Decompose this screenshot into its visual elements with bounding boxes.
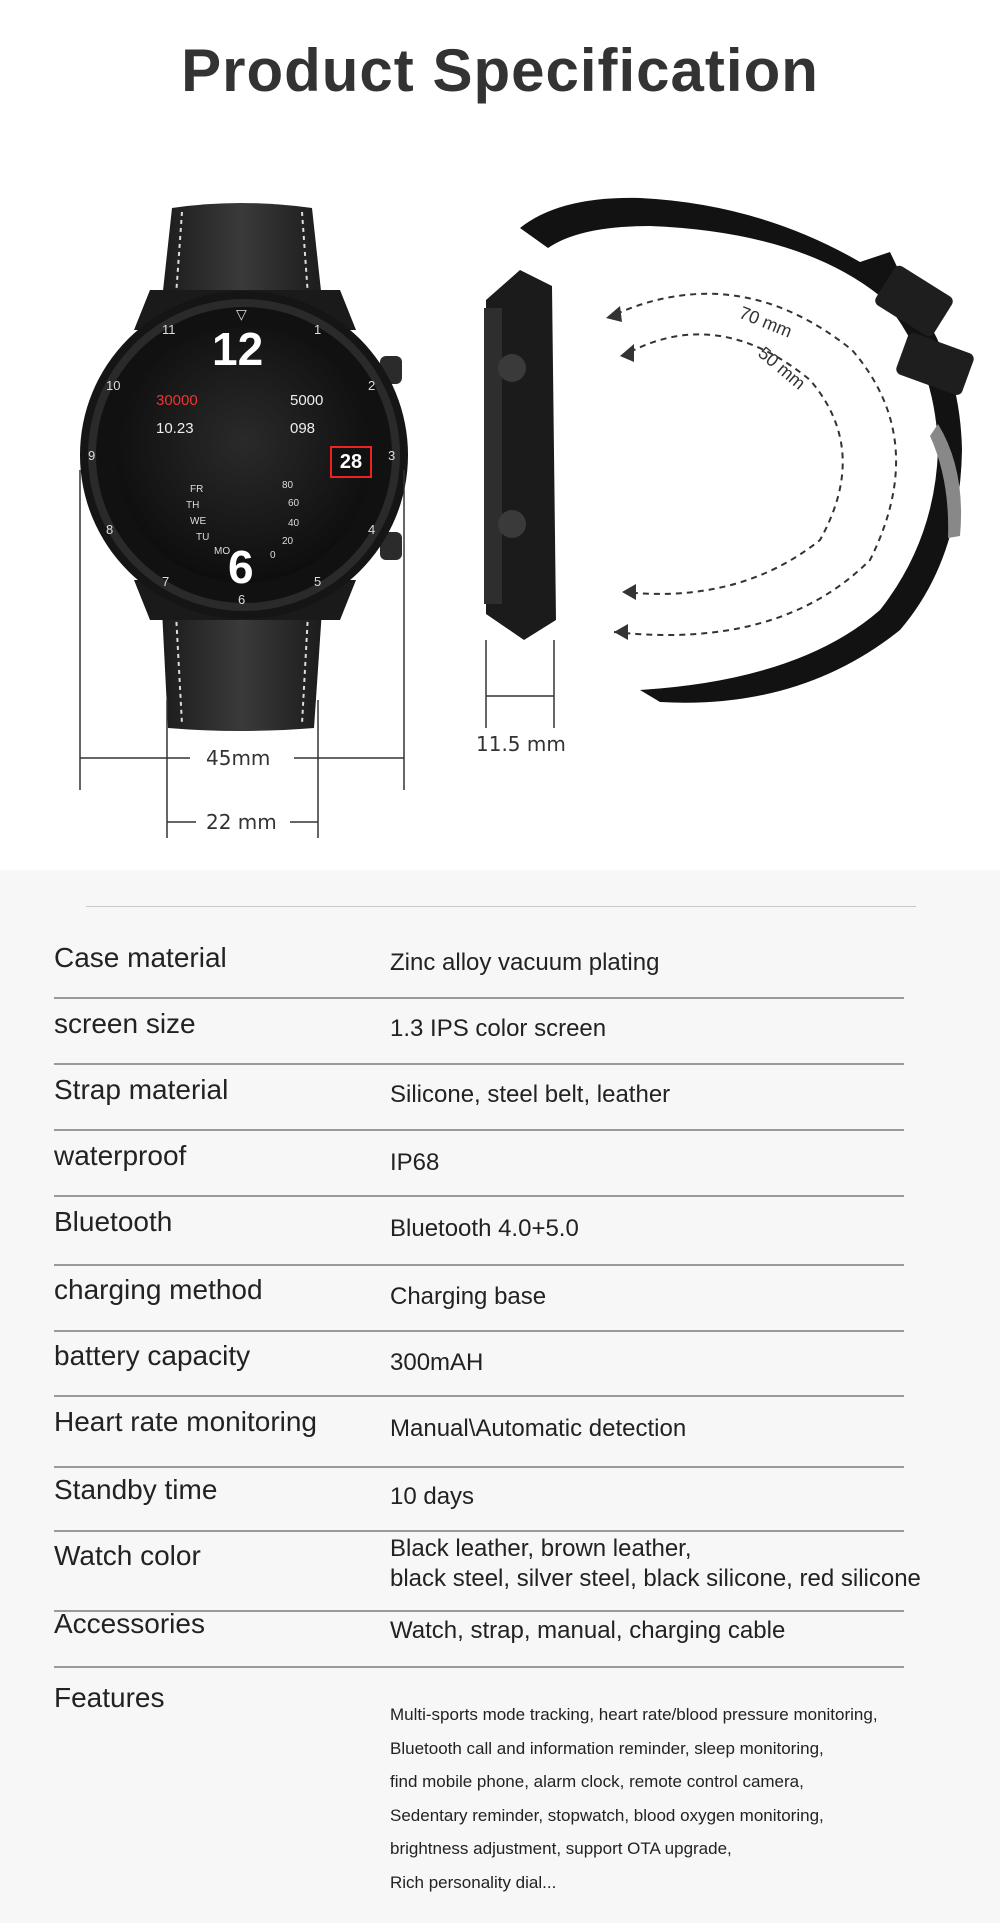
bezel-number-1: 1 (314, 322, 322, 337)
spec-label: charging method (54, 1274, 263, 1305)
spec-value: Charging base (390, 1283, 547, 1310)
step-count: 30000 (156, 392, 198, 409)
date-window: 28 (330, 446, 372, 478)
row-divider (54, 1466, 904, 1468)
spec-row-bluetooth (54, 1206, 904, 1268)
row-divider (54, 1530, 904, 1532)
spec-value: 1.3 IPS color screen (390, 1015, 607, 1042)
top-strap (162, 203, 322, 300)
spec-label: Case material (54, 942, 227, 973)
row-divider (54, 1330, 904, 1332)
bezel-number-9: 9 (88, 448, 96, 463)
spec-label: Heart rate monitoring (54, 1406, 318, 1437)
spec-label: Standby time (54, 1474, 218, 1505)
weekday-tu: TU (196, 532, 210, 543)
spec-row-battery-capacity (54, 1340, 904, 1402)
weekday-fr: FR (190, 484, 204, 495)
weekday-we: WE (190, 516, 207, 527)
feature-line: Rich personality dial... (390, 1872, 557, 1892)
spec-row-heart-rate (54, 1406, 904, 1472)
spec-label: Features (54, 1682, 165, 1713)
product-figure (0, 150, 1000, 850)
bezel-marker-12: ▽ (236, 306, 247, 322)
heart-rate-value: 098 (290, 420, 316, 437)
weekday-th: TH (186, 500, 200, 511)
spec-value: Zinc alloy vacuum plating (390, 949, 660, 976)
arc-50mm (624, 334, 843, 594)
spec-value-line-2: black steel, silver steel, black silicone, red silicone (390, 1565, 921, 1592)
features-list (390, 1698, 878, 1899)
spec-label: screen size (54, 1008, 196, 1039)
spec-label: Accessories (54, 1608, 205, 1639)
strap-width-label: 22 mm (200, 810, 283, 834)
spec-label: Bluetooth (54, 1206, 173, 1237)
row-divider (54, 1395, 904, 1397)
case-width-label: 45mm (200, 746, 276, 770)
bezel-number-7: 7 (162, 574, 170, 589)
spec-value: Watch, strap, manual, charging cable (390, 1617, 786, 1644)
spec-row-charging-method (54, 1274, 904, 1336)
calorie-value: 5000 (290, 392, 324, 409)
bezel-number-6: 6 (238, 592, 246, 607)
feature-line: brightness adjustment, support OTA upgrade, (390, 1839, 732, 1858)
spec-table (0, 870, 1000, 1923)
wrist-outer-label: 70 mm (736, 302, 795, 342)
hour-12-numeral: 12 (212, 323, 264, 375)
side-crown-top (498, 354, 526, 382)
wrist-inner-label: 50 mm (754, 342, 810, 394)
bezel-number-5: 5 (314, 574, 322, 589)
spec-value: Bluetooth 4.0+5.0 (390, 1215, 579, 1242)
spec-label: battery capacity (54, 1340, 251, 1371)
row-divider (54, 1195, 904, 1197)
spec-row-screen-size (54, 1008, 904, 1070)
spec-label: Strap material (54, 1074, 229, 1105)
bezel-number-4: 4 (368, 522, 376, 537)
bezel-number-10: 10 (106, 378, 121, 393)
spec-value: IP68 (390, 1149, 440, 1176)
hour-6-numeral: 6 (228, 541, 254, 593)
spec-value: Manual\Automatic detection (390, 1415, 687, 1442)
spec-value-line-1: Black leather, brown leather, (390, 1535, 692, 1562)
spec-value: 10 days (390, 1483, 475, 1510)
spec-label: waterproof (54, 1140, 187, 1171)
feature-line: Multi-sports mode tracking, heart rate/blood pressure monitoring, (390, 1705, 878, 1724)
feature-line: find mobile phone, alarm clock, remote control camera, (390, 1772, 804, 1791)
spec-row-waterproof (54, 1140, 904, 1202)
row-divider (54, 1129, 904, 1131)
subdial-tick-0: 0 (270, 550, 276, 561)
distance-value: 10.23 (156, 420, 194, 437)
side-crown-bottom (498, 510, 526, 538)
arc-70mm (614, 294, 896, 635)
row-divider (54, 1264, 904, 1266)
row-divider (54, 997, 904, 999)
side-watch (484, 198, 975, 703)
feature-line: Bluetooth call and information reminder, sleep monitoring, (390, 1738, 824, 1758)
spec-label: Watch color (54, 1540, 201, 1571)
divider (86, 906, 916, 907)
weekday-mo: MO (214, 546, 231, 557)
spec-row-accessories (54, 1608, 904, 1672)
spec-row-strap-material (54, 1074, 904, 1136)
thickness-label: 11.5 mm (470, 732, 572, 756)
page-title: Product Specification (181, 37, 819, 104)
bezel-number-3: 3 (388, 448, 396, 463)
bezel-number-8: 8 (106, 522, 114, 537)
row-divider (54, 1063, 904, 1065)
spec-row-standby-time (54, 1474, 904, 1536)
subdial-tick-40: 40 (288, 518, 300, 529)
bezel-number-2: 2 (368, 378, 376, 393)
spec-value: 300mAH (390, 1349, 484, 1376)
subdial-tick-60: 60 (288, 498, 300, 509)
spec-row-features (54, 1682, 904, 1912)
spec-row-case-material (54, 942, 904, 1004)
bezel-number-11: 11 (162, 322, 176, 337)
subdial-tick-80: 80 (282, 480, 294, 491)
bottom-strap (162, 610, 322, 731)
row-divider (54, 1666, 904, 1668)
spec-value: Silicone, steel belt, leather (390, 1081, 671, 1108)
subdial-tick-20: 20 (282, 536, 294, 547)
feature-line: Sedentary reminder, stopwatch, blood oxygen monitoring, (390, 1805, 824, 1825)
